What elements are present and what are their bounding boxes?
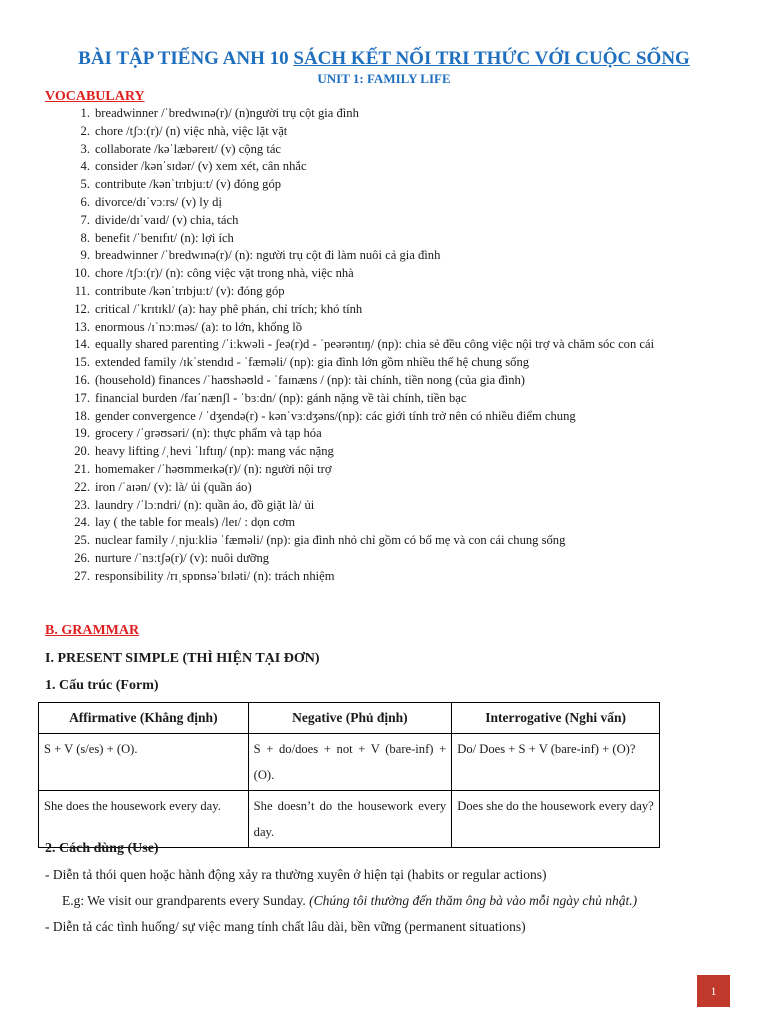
vocab-item [60,568,760,586]
vocab-item-text: lay ( the table for meals) /leɪ/ : dọn cơm [95,515,296,530]
vocab-item [60,408,760,426]
vocab-item [60,550,760,568]
vocab-item [60,443,760,461]
vocab-item [60,265,760,283]
present-simple-heading: I. PRESENT SIMPLE (THÌ HIỆN TẠI ĐƠN) [45,651,320,666]
use-permanent-text: - Diễn tả các tình huống/ sự việc mang tính chất lâu dài, bền vững (permanent situations) [45,919,526,934]
use-heading: 2. Cách dùng (Use) [45,841,159,856]
vocab-item-number: 18. [74,408,90,423]
vocab-item-number: 14. [74,337,90,352]
vocab-item-text: chore /tʃɔː(r)/ (n) việc nhà, việc lặt vặt [95,123,288,138]
vocab-item-number: 6. [80,194,90,209]
vocab-item-number: 8. [80,230,90,245]
vocab-item [60,479,760,497]
vocab-item [60,390,760,408]
vocab-item-text: breadwinner /ˈbredwɪnə(r)/ (n): người trụ cột đi làm nuôi cả gia đình [95,248,441,263]
vocab-item-number: 7. [80,212,90,227]
vocab-item-number: 16. [74,372,90,387]
vocab-item-text: breadwinner /ˈbredwɪnə(r)/ (n)người trụ cột gia đình [95,106,359,120]
vocab-item-number: 2. [80,123,90,138]
table-cell: She does the housework every day. [39,791,249,848]
example-english: E.g: We visit our grandparents every Sunday. [62,893,310,908]
vocab-item [60,301,760,319]
vocab-item-text: critical /ˈkrɪtɪkl/ (a): hay phê phán, chỉ trích; khó tính [95,301,363,316]
vocab-item-number: 23. [74,497,90,512]
vocab-item [60,319,760,337]
table-cell: She doesn’t do the housework every day. [248,791,452,848]
unit-subtitle: UNIT 1: FAMILY LIFE [317,71,451,86]
vocab-item [60,141,760,159]
vocab-item-text: heavy lifting /ˌhevi ˈlɪftɪŋ/ (np): mang vác nặng [95,444,334,459]
vocab-item [60,372,760,390]
table-cell: Do/ Does + S + V (bare-inf) + (O)? [452,734,660,791]
vocab-item-number: 15. [74,355,90,370]
vocab-item-text: collaborate /kəˈlæbəreɪt/ (v) cộng tác [95,141,282,156]
vocab-item-number: 20. [74,444,90,459]
vocab-item-text: homemaker /ˈhəʊmmeɪkə(r)/ (n): người nội trợ [95,461,332,476]
vocab-item-number: 27. [74,568,90,583]
form-table [38,702,660,848]
table-header-row [39,703,660,734]
vocab-item [60,123,760,141]
vocab-item-text: contribute /kənˈtrɪbjuːt/ (v): đóng góp [95,283,285,298]
vocab-item [60,212,760,230]
vocab-item [60,158,760,176]
vocab-item-text: gender convergence / ˈdʒendə(r) - kənˈvɜːdʒəns/(np): các giới tính trở nên có nhiều điểm chung [95,408,576,423]
header-affirmative: Affirmative (Khẳng định) [39,703,249,734]
vocab-item [60,461,760,479]
vocab-item [60,194,760,212]
table-row [39,734,660,791]
vocab-item-text: equally shared parenting /ˈiːkwəli - ʃeə(r)d - ˈpeərəntɪŋ/ (np): chia sẻ đều công việc nội trợ và chăm sóc con cái [95,337,655,352]
table-cell: S + do/does + not + V (bare-inf) + (O). [248,734,452,791]
vocab-item-number: 1. [80,106,90,120]
table-cell: S + V (s/es) + (O). [39,734,249,791]
vocabulary-heading: VOCABULARY [45,89,145,104]
vocab-item-text: contribute /kənˈtrɪbjuːt/ (v) đóng góp [95,177,282,192]
vocab-item-number: 5. [80,177,90,192]
vocab-item [60,230,760,248]
title-part-2: SÁCH KẾT NỐI TRI THỨC VỚI CUỘC SỐNG [293,48,690,69]
vocab-item-number: 24. [74,515,90,530]
vocab-item-text: nurture /ˈnɜːtʃə(r)/ (v): nuôi dưỡng [95,550,270,565]
page-number-badge: 1 [697,975,730,1007]
form-heading: 1. Cấu trúc (Form) [45,678,159,693]
vocab-item [60,247,760,265]
vocab-item-number: 4. [80,159,90,174]
vocab-item-number: 25. [74,533,90,548]
vocab-item-number: 12. [74,301,90,316]
vocab-item [60,514,760,532]
title-part-1: BÀI TẬP TIẾNG ANH 10 [78,48,294,69]
vocab-item-number: 9. [80,248,90,263]
vocab-item-number: 3. [80,141,90,156]
vocab-item-text: nuclear family /ˌnjuːkliə ˈfæməli/ (np): gia đình nhỏ chỉ gồm có bố mẹ và con cái chung sống [95,533,566,548]
vocab-item-number: 11. [74,283,90,298]
vocab-item-number: 21. [74,461,90,476]
vocab-item-text: responsibility /rɪˌspɒnsəˈbɪləti/ (n): trách nhiệm [95,568,335,583]
vocab-item [60,176,760,194]
page-title [0,48,768,70]
grammar-heading: B. GRAMMAR [45,623,140,638]
vocab-item-number: 19. [74,426,90,441]
table-row [39,791,660,848]
vocab-item-text: benefit /ˈbenɪfɪt/ (n): lợi ích [95,230,234,245]
table-cell: Does she do the housework every day? [452,791,660,848]
vocab-item-number: 22. [74,479,90,494]
vocab-item-text: (household) finances /ˈhaʊshəʊld - ˈfaɪnæns / (np): tài chính, tiền nong (của gia đình) [95,372,526,387]
vocab-item [60,425,760,443]
vocab-item-number: 26. [74,550,90,565]
vocab-item-text: divide/dɪˈvaɪd/ (v) chia, tách [95,212,239,227]
vocab-item-text: enormous /ɪˈnɔːməs/ (a): to lớn, khổng lồ [95,319,303,334]
vocab-item-text: grocery /ˈɡrəʊsəri/ (n): thực phẩm và tạp hóa [95,426,322,441]
vocab-item-text: chore /tʃɔː(r)/ (n): công việc vặt trong nhà, việc nhà [95,266,354,281]
vocab-item [60,283,760,301]
example-vietnamese: (Chúng tôi thường đến thăm ông bà vào mỗi ngày chủ nhật.) [309,893,638,908]
vocab-item-number: 13. [74,319,90,334]
vocab-item [60,105,760,123]
vocab-item-text: financial burden /faɪˈnænʃl - ˈbɜːdn/ (np): gánh nặng về tài chính, tiền bạc [95,390,467,405]
vocab-item-number: 10. [74,266,90,281]
vocab-item-text: laundry /ˈlɔːndri/ (n): quần áo, đồ giặt là/ ủi [95,497,315,512]
vocab-item-text: consider /kənˈsɪdər/ (v) xem xét, cân nhắc [95,159,307,174]
vocab-item-text: divorce/dɪˈvɔːrs/ (v) ly dị [95,194,222,209]
header-negative: Negative (Phủ định) [248,703,452,734]
vocab-item-number: 17. [74,390,90,405]
example-line [62,893,637,909]
header-interrogative: Interrogative (Nghi vấn) [452,703,660,734]
vocab-item [60,354,760,372]
vocabulary-list [60,105,760,586]
vocab-item [60,532,760,550]
vocab-item [60,336,760,354]
vocab-item-text: iron /ˈaɪən/ (v): là/ ủi (quần áo) [95,479,252,494]
vocab-item-text: extended family /ɪkˈstendɪd - ˈfæməli/ (np): gia đình lớn gồm nhiều thế hệ chung sống [95,355,530,370]
vocab-item [60,497,760,515]
use-habits-text: - Diễn tả thói quen hoặc hành động xảy ra thường xuyên ở hiện tại (habits or regular actions) [45,867,547,882]
